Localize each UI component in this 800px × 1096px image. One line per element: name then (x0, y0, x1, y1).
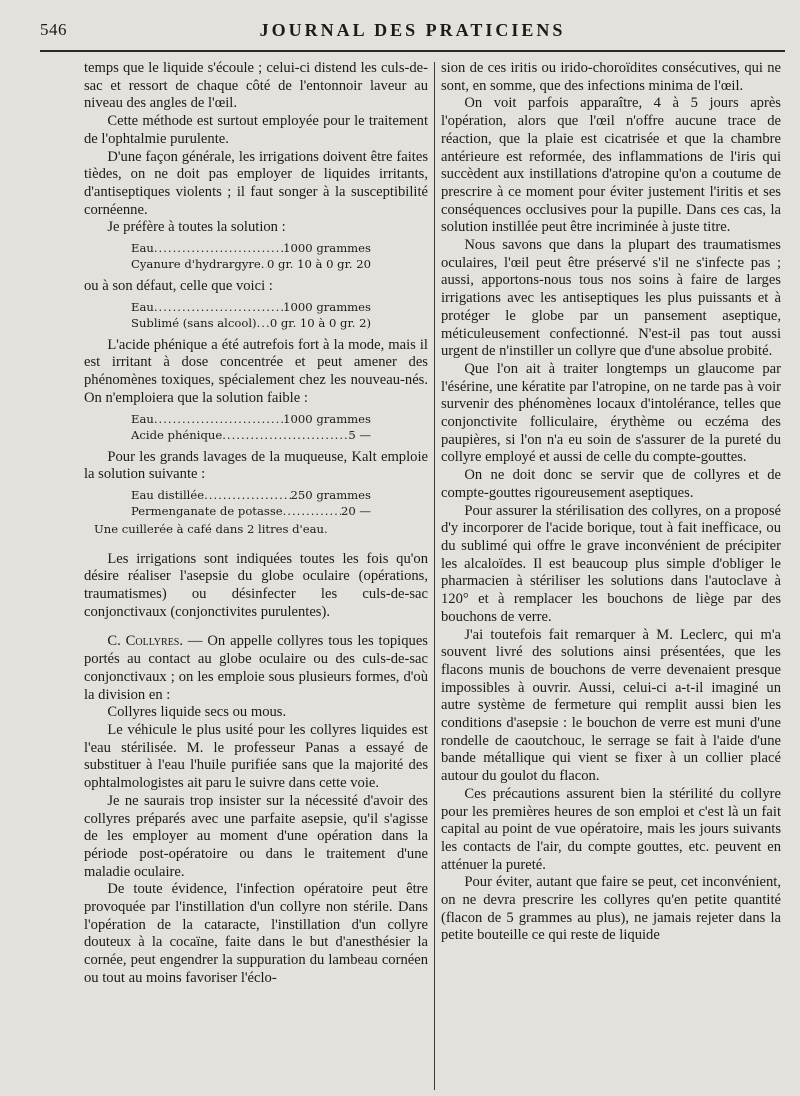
paragraph: Ces précautions assurent bien la stérilité du collyre pour les premières heures de son emploi et c'est là un fait capital au point de vue opératoire, mais les jours suivants les contacts de l'air, du compte gouttes, etc. peuvent en atténuer la pureté. (441, 785, 781, 873)
ingredient-dose: 1000 grammes (283, 411, 371, 426)
paragraph: temps que le liquide s'écoule ; celui-ci distend les culs-de-sac et ressort de chaque côté de l'entonnoir laveur au niveau des angles de l'œil. (84, 60, 428, 112)
ingredient-dose: 250 grammes (290, 487, 371, 502)
paragraph: ou à son défaut, celle que voici : (84, 278, 273, 295)
leader-dots (154, 411, 283, 427)
ingredient-name: Cyanure d'hydrargyre (131, 257, 261, 272)
ingredient-name: Acide phénique (131, 427, 223, 442)
formula-table (131, 299, 371, 331)
section-heading: C. Collyres. (107, 633, 184, 650)
paragraph: Je préfère à toutes la solution : (107, 219, 286, 236)
leader-dots (222, 427, 348, 443)
paragraph: sion de ces iritis ou irido-choroïdites consécutives, qui ne sont, en somme, que des infections minima de l'œil. (441, 60, 781, 94)
leader-dots (154, 299, 283, 315)
paragraph: Le véhicule le plus usité pour les collyres liquides est l'eau stérilisée. M. le professeur Panas a essayé de substituer à l'eau l'huile purifiée sans que la majorité des ophtalmologistes ait paru le suivre dans cette voie. (84, 721, 428, 792)
ingredient-name: Sublimé (sans alcool) (131, 315, 257, 330)
section-text: — On appelle collyres tous les topiques portés au contact au globe oculaire ou des culs-de-sac conjonctivaux ; on les emploie sous plusieurs formes, d'où la division en : (84, 633, 428, 703)
formula-row (131, 411, 371, 427)
leader-dots (257, 315, 270, 331)
paragraph: L'acide phénique a été autrefois fort à la mode, mais il est irritant à dose concentrée et peut amener des phénomènes toxiques, spécialement chez les nouveau-nés. On n'emploiera que la solution faible : (84, 336, 428, 406)
ingredient-dose: 5 — (348, 427, 371, 442)
paragraph: Cette méthode est surtout employée pour le traitement de l'ophtalmie purulente. (84, 113, 428, 147)
ingredient-dose: 20 — (340, 503, 371, 518)
formula-row (131, 240, 371, 256)
paragraph: De toute évidence, l'infection opératoire peut être provoquée par l'instillation d'un collyre non stérile. Dans l'opération de la cataracte, l'instillation d'un collyre douteux à la cocaïne, faite dans le but d'anesthésier la cornée, peut engendrer la suppuration du lambeau cornéen ou tout au moins favoriser l'éclo- (84, 881, 428, 986)
ingredient-name: Eau (131, 241, 154, 256)
ingredient-dose: 0 gr. 10 à 0 gr. 20 (266, 257, 371, 272)
leader-dots (154, 240, 283, 256)
ingredient-dose: 1000 grammes (283, 241, 371, 256)
section-paragraph (84, 633, 428, 704)
paragraph: On voit parfois apparaître, 4 à 5 jours après l'opération, alors que l'œil n'offre aucune trace de réaction, que la plaie est cicatrisée et que la chambre antérieure est reformée, des inflammations de l'iris qui succèdent aux instillations d'atropine qu'on a coutume de prescrire à ce moment pour éviter justement l'iritis et ses conséquences occlusives pour la pupille. Dans ces cas, la solution instillée peut être incriminée à juste titre. (441, 95, 781, 236)
paragraph: Collyres liquide secs ou mous. (107, 704, 287, 721)
ingredient-name: Eau (131, 411, 154, 426)
paragraph: Que l'on ait à traiter longtemps un glaucome par l'ésérine, une kératite par l'atropine, on ne tarde pas à voir survenir des phénomènes locaux d'intolérance, telles que conjonctivite folliculaire, érythème ou eczéma des paupières, si l'on n'a eu soin de s'assurer de la pureté du collyre employé et aussi de celle du compte-gouttes. (441, 360, 781, 466)
formula-note: Une cuillerée à café dans 2 litres d'eau. (94, 521, 328, 536)
column-divider (434, 62, 435, 1090)
paragraph: Pour les grands lavages de la muqueuse, Kalt emploie la solution suivante : (84, 448, 428, 483)
page-number: 546 (40, 20, 67, 39)
paragraph: Les irrigations sont indiquées toutes les fois qu'on désire réaliser l'asepsie du globe oculaire (opérations, traumatismes) ou désinfecter les culs-de-sac conjonctivaux (conjonctivites purulentes). (84, 550, 428, 620)
formula-table (131, 487, 371, 519)
paragraph: On ne doit donc se servir que de collyres et de compte-gouttes rigoureusement aseptiques. (441, 467, 781, 501)
paragraph: Je ne saurais trop insister sur la nécessité d'avoir des collyres préparés avec une parfaite asepsie, qu'il s'agisse de les employer au moment d'une opération dans la période post-opératoire ou dans le traitement d'une maladie oculaire. (84, 792, 428, 880)
formula-row (131, 315, 371, 331)
formula-row (131, 487, 371, 503)
formula-row (131, 503, 371, 519)
formula-table (131, 411, 371, 443)
formula-row (131, 256, 371, 272)
ingredient-name: Permenganate de potasse (131, 503, 283, 518)
running-title: JOURNAL DES PRATICIENS (259, 20, 566, 40)
ingredient-dose: 0 gr. 10 à 0 gr. 2) (269, 315, 371, 330)
ingredient-name: Eau distillée (131, 487, 205, 502)
paragraph: Pour assurer la stérilisation des collyres, on a proposé d'y incorporer de l'acide borique, tout à fait inefficace, ou du sublimé qui offre le grave inconvénient de précipiter les alcaloïdes. Il est beaucoup plus simple d'obliger le pharmacien à stériliser les solutions dans l'autoclave à 120° et à remplacer les bouchons de liège par des bouchons de verre. (441, 502, 781, 625)
right-column (441, 60, 781, 945)
left-column (84, 60, 428, 988)
formula-table (131, 240, 371, 272)
ingredient-dose: 1000 grammes (283, 299, 371, 314)
header-rule (40, 50, 785, 52)
ingredient-name: Eau (131, 299, 154, 314)
paragraph: Pour éviter, autant que faire se peut, cet inconvénient, on ne devra prescrire les collyres qu'en petite quantité (flacon de 5 grammes au plus), ne jamais rejeter dans la petite bouteille ce qui reste de liquide (441, 874, 781, 944)
paragraph: Nous savons que dans la plupart des traumatismes oculaires, l'œil peut être préservé s'il ne s'infecte pas ; aussi, apportons-nous tous nos soins à faire de larges irrigations avec les antiseptiques les plus puissants et à protéger le globe par un pansement aseptique, méticuleusement confectionné. N'est-il pas tout aussi urgent de n'instiller un collyre que d'une absolue probité. (441, 237, 781, 360)
formula-row (131, 427, 371, 443)
leader-dots (283, 503, 341, 519)
paragraph: J'ai toutefois fait remarquer à M. Leclerc, qui m'a souvent livré des solutions ainsi présentées, que les flacons munis de bouchons de verre devenaient presque impossibles à ouvrir. Aussi, celui-ci a-t-il imaginé un autre système de fermeture qui remplit aussi bien les conditions d'asepsie : le bouchon de verre est muni d'une rondelle de caoutchouc, le serrage se fait à l'aide d'une bande métallique qui vient se fixer à un collier placé autour du goulot du flacon. (441, 626, 781, 785)
paragraph: D'une façon générale, les irrigations doivent être faites tièdes, on ne doit pas employer de liquides irritants, d'antiseptiques violents ; il faut songer à la susceptibilité cornéenne. (84, 148, 428, 218)
formula-row (131, 299, 371, 315)
page-header (40, 18, 785, 44)
leader-dots (204, 487, 290, 503)
